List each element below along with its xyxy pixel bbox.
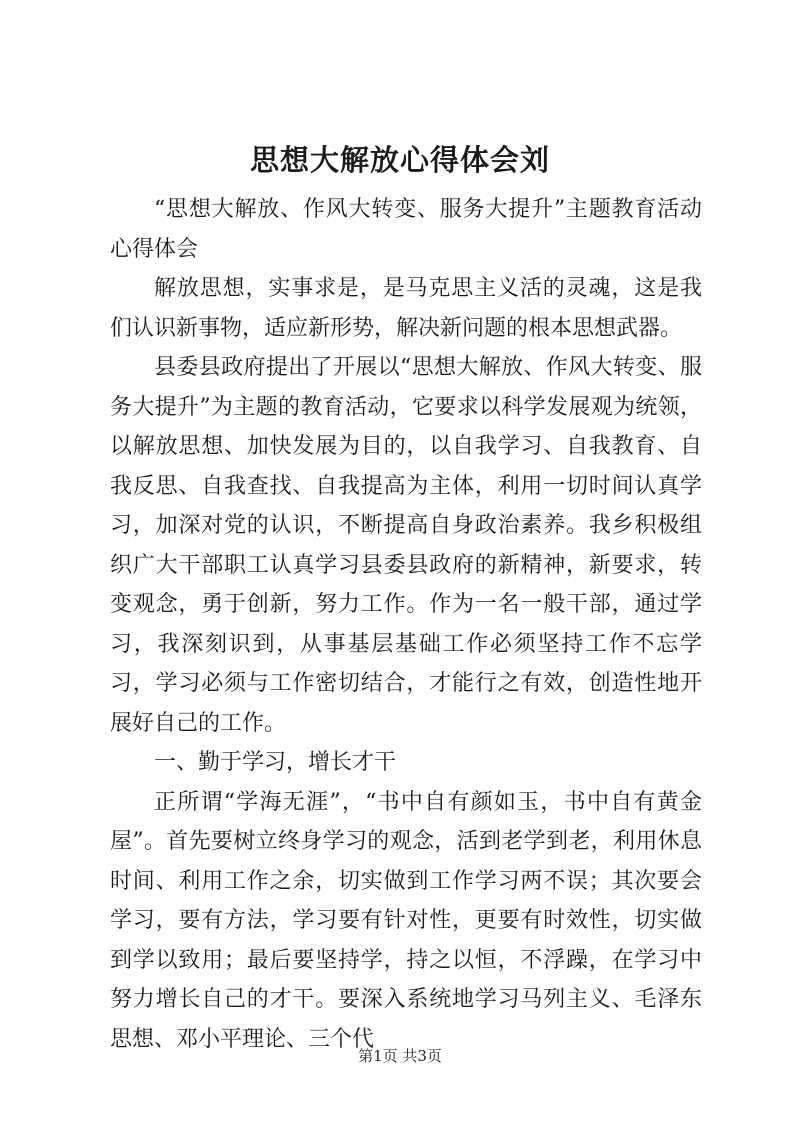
document-title: 思想大解放心得体会刘 (249, 143, 550, 177)
paragraph-main: 县委县政府提出了开展以“思想大解放、作风大转变、服务大提升”为主题的教育活动，它要求以科学发展观为统领，以解放思想、加快发展为目的，以自我学习、自我教育、自我反思、自我查找、自我提高为主体，利用一切时间认真学习，加深对党的认识，不断提高自身政治素养。我乡积极组织广大干部职工认真学习县委县政府的新精神，新要求，转变观念，勇于创新，努力工作。作为一名一般干部，通过学习，我深刻识到，从事基层基础工作必须坚持工作不忘学习，学习必须与工作密切结合，才能行之有效，创造性地开展好自己的工作。 (110, 355, 702, 736)
section-heading: 一、勤于学习，增长才干 (154, 750, 397, 775)
paragraph-study: 正所谓“学海无涯”，“书中自有颜如玉，书中自有黄金屋”。首先要树立终身学习的观念，活到老学到老，利用休息时间、利用工作之余，切实做到工作学习两不误；其次要会学习，要有方法，学习要有针对性，更要有时效性，切实做到学以致用；最后要坚持学，持之以恒，不浮躁，在学习中努力增长自己的才干。要深入系统地学习马列主义、毛泽东思想、邓小平理论、三个代 (110, 789, 702, 1052)
paragraph-intro: 解放思想，实事求是，是马克思主义活的灵魂，这是我们认识新事物，适应新形势，解决新问题的根本思想武器。 (110, 276, 702, 341)
page-footer: 第1页 共3页 (358, 1047, 442, 1065)
paragraph-subtitle: “思想大解放、作风大转变、服务大提升”主题教育活动心得体会 (110, 197, 702, 262)
document-body (110, 190, 702, 1059)
